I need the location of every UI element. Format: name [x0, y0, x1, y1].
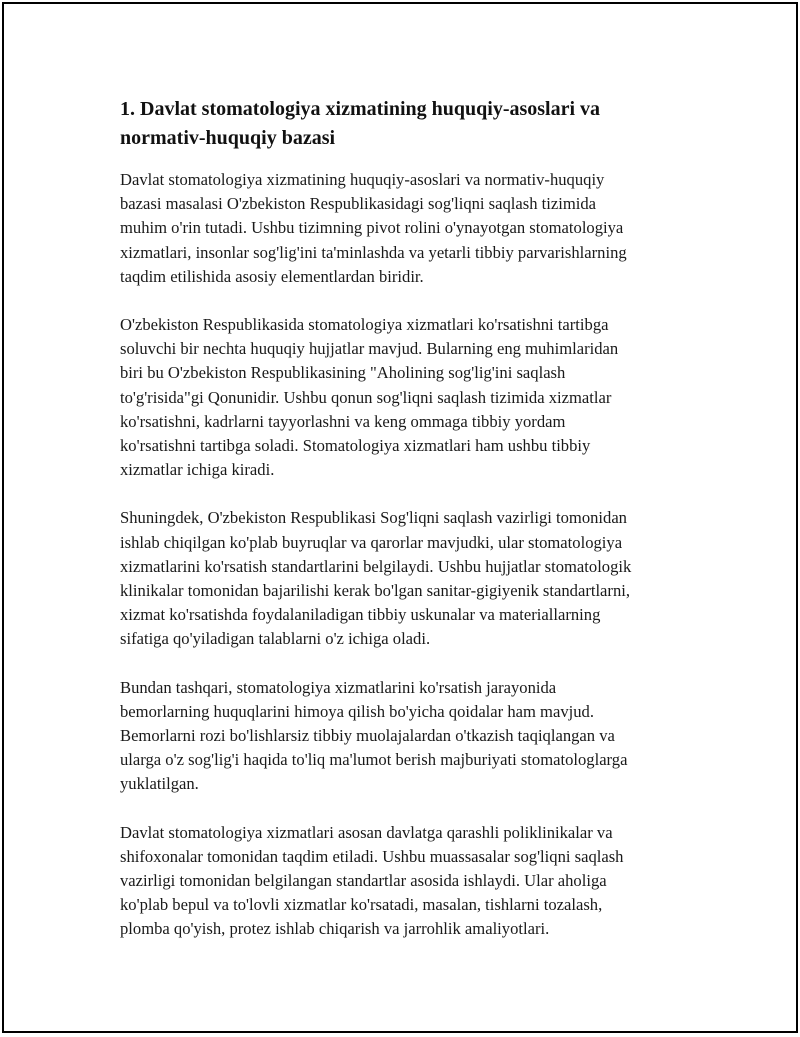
- paragraph-legal-documents: O'zbekiston Respublikasida stomatologiya xizmatlari ko'rsatishni tartibga soluvchi bir nechta huquqiy hujjatlar mavjud. Bularning eng muhimlaridan biri bu O'zbekiston Respublikasining "Aholining sog'lig'ini saqlash to'g'risida"gi Qonunidir. Ushbu qonun sog'liqni saqlash tizimida xizmatlar ko'rsatishni, kadrlarni tayyorlashni va keng ommaga tibbiy yordam ko'rsatishni tartibga soladi. Stomatologiya xizmatlari ham ushbu tibbiy xizmatlar ichiga kiradi.: [120, 315, 619, 480]
- paragraph-state-clinics: Davlat stomatologiya xizmatlari asosan davlatga qarashli poliklinikalar va shifoxonalar tomonidan taqdim etiladi. Ushbu muassasalar sog'liqni saqlash vazirligi tomonidan belgilangan standartlar asosida ishlaydi. Ular aholiga ko'plab bepul va to'lovli xizmatlar ko'rsatadi, masalan, tishlarni tozalash, plomba qo'yish, protez ishlab chiqarish va jarrohlik amaliyotlari.: [120, 822, 624, 939]
- paragraph-patient-rights: Bundan tashqari, stomatologiya xizmatlarini ko'rsatish jarayonida bemorlarning huquqlarini himoya qilish bo'yicha qoidalar ham mavjud. Bemorlarni rozi bo'lishlarsiz tibbiy muolajalardan o'tkazish taqiqlangan va ularga o'z sog'lig'i haqida to'liq ma'lumot berish majburiyati stomatologlarga yuklatilgan.: [120, 677, 628, 794]
- section-heading: 1. Davlat stomatologiya xizmatining huquqiy-asoslari va normativ-huquqiy bazasi: [120, 98, 601, 149]
- paragraph-legal-basis-intro: Davlat stomatologiya xizmatining huquqiy-asoslari va normativ-huquqiy bazasi masalasi O'zbekiston Respublikasidagi sog'liqni saqlash tizimida muhim o'rin tutadi. Ushbu tizimning pivot rolini o'ynayotgan stomatologiya xizmatlari, insonlar sog'lig'ini ta'minlashda va yetarli tibbiy parvarishlarning taqdim etilishida asosiy elementlardan biridir.: [120, 170, 627, 286]
- document-body: [120, 95, 690, 966]
- paragraph-ministry-orders: Shuningdek, O'zbekiston Respublikasi Sog'liqni saqlash vazirligi tomonidan ishlab chiqilgan ko'plab buyruqlar va qarorlar mavjudki, ular stomatologiya xizmatlarini ko'rsatish standartlarini belgilaydi. Ushbu hujjatlar stomatologik klinikalar tomonidan bajarilishi kerak bo'lgan sanitar-gigiyenik standartlarni, xizmat ko'rsatishda foydalaniladigan tibbiy uskunalar va materiallarning sifatiga qo'yiladigan talablarni o'z ichiga oladi.: [120, 508, 632, 649]
- document-page: [2, 2, 798, 1033]
